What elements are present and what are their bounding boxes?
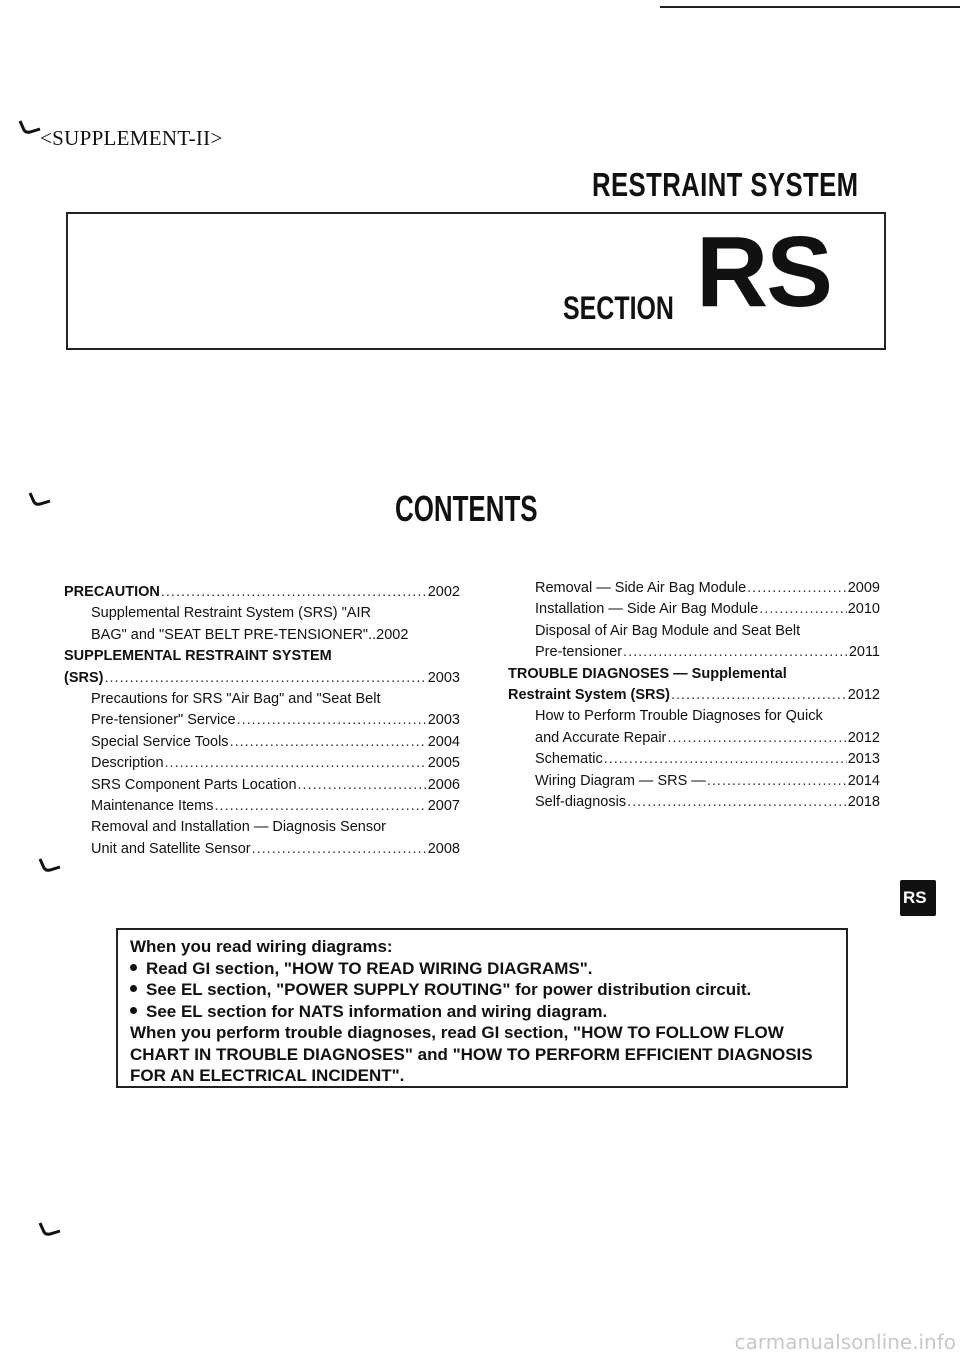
toc-entry[interactable] bbox=[64, 732, 460, 753]
toc-entry[interactable] bbox=[508, 685, 880, 706]
notice-bullet bbox=[130, 958, 834, 980]
section-code: RS bbox=[696, 216, 831, 328]
toc-page-number: 2002 bbox=[376, 626, 409, 643]
toc-page-number: 2011 bbox=[848, 644, 880, 661]
toc-page-number: 2012 bbox=[847, 687, 880, 704]
notice-bullet-text: See EL section for NATS information and wiring diagram. bbox=[146, 1001, 608, 1021]
toc-entry-title: (SRS) bbox=[64, 669, 104, 686]
revision-mark-icon bbox=[38, 1222, 62, 1236]
toc-entry-line: Supplemental Restraint System (SRS) "AIR bbox=[91, 605, 371, 622]
watermark: carmanualsonline.info bbox=[734, 1330, 956, 1354]
toc-leader-dots bbox=[237, 710, 427, 731]
toc-leader-dots bbox=[165, 753, 427, 774]
toc-leader-dots bbox=[671, 685, 847, 706]
toc-leader-dots bbox=[230, 732, 427, 753]
toc-entry-line: TROUBLE DIAGNOSES — Supplemental bbox=[508, 665, 787, 682]
toc-right-column bbox=[508, 578, 880, 813]
notice-line: CHART IN TROUBLE DIAGNOSES" and "HOW TO PERFORM EFFICIENT DIAGNOSIS bbox=[130, 1044, 813, 1064]
toc-entry-title: Removal — Side Air Bag Module bbox=[535, 580, 747, 596]
toc-entry-title: Schematic bbox=[535, 751, 603, 768]
toc-entry[interactable] bbox=[508, 599, 880, 620]
toc-entry-title: BAG" and "SEAT BELT PRE-TENSIONER".. bbox=[91, 626, 377, 643]
toc-entry-title: Special Service Tools bbox=[91, 733, 229, 750]
toc-entry-title: Wiring Diagram — SRS — bbox=[535, 772, 706, 789]
toc-entry-line: Disposal of Air Bag Module and Seat Belt bbox=[535, 622, 801, 639]
toc-page-number: 2003 bbox=[427, 712, 460, 729]
toc-entry-line: SUPPLEMENTAL RESTRAINT SYSTEM bbox=[64, 648, 332, 665]
toc-entry[interactable] bbox=[508, 642, 880, 663]
bullet-icon bbox=[130, 1007, 137, 1014]
revision-mark-icon bbox=[38, 858, 62, 872]
toc-entry-title: PRECAUTION bbox=[64, 584, 160, 600]
toc-entry[interactable] bbox=[64, 582, 460, 603]
system-title: RESTRAINT SYSTEM bbox=[592, 166, 859, 203]
toc-leader-dots bbox=[759, 599, 846, 620]
toc-page-number: 2007 bbox=[427, 798, 460, 815]
section-word: SECTION bbox=[563, 290, 674, 326]
toc-leader-dots bbox=[215, 796, 427, 817]
bullet-icon bbox=[130, 964, 137, 971]
toc-entry[interactable] bbox=[508, 771, 880, 792]
section-tab-label: RS bbox=[903, 888, 927, 907]
toc-page-number: 2008 bbox=[427, 840, 460, 857]
toc-entry-title: Unit and Satellite Sensor bbox=[91, 840, 251, 857]
toc-leader-dots bbox=[298, 775, 427, 796]
toc-page-number: 2002 bbox=[427, 584, 460, 600]
wiring-notice-box bbox=[116, 928, 848, 1088]
toc-page-number: 2003 bbox=[427, 669, 460, 686]
toc-page-number: 2013 bbox=[847, 751, 880, 768]
toc-leader-dots bbox=[252, 839, 427, 860]
toc-page-number: 2014 bbox=[847, 772, 880, 789]
toc-entry-title: Maintenance Items bbox=[91, 798, 214, 815]
toc-page-number: 2018 bbox=[847, 794, 880, 811]
toc-leader-dots bbox=[747, 578, 847, 599]
toc-leader-dots bbox=[161, 582, 427, 603]
toc-entry[interactable] bbox=[64, 668, 460, 689]
top-rule bbox=[660, 6, 960, 8]
toc-page-number: 2004 bbox=[427, 733, 460, 750]
toc-page-number: 2009 bbox=[847, 580, 880, 596]
toc-entry-title: Pre-tensioner bbox=[535, 644, 623, 661]
toc-entry-title: Pre-tensioner" Service bbox=[91, 712, 236, 729]
toc-entry[interactable] bbox=[64, 796, 460, 817]
toc-page-number: 2010 bbox=[847, 601, 880, 618]
toc-leader-dots bbox=[623, 642, 848, 663]
revision-mark-icon bbox=[28, 492, 52, 506]
toc-entry-title: Installation — Side Air Bag Module bbox=[535, 601, 759, 618]
toc-leader-dots bbox=[667, 728, 846, 749]
notice-bullet bbox=[130, 979, 834, 1001]
notice-line: FOR AN ELECTRICAL INCIDENT". bbox=[130, 1066, 405, 1085]
toc-entry-line: Removal and Installation — Diagnosis Sensor bbox=[91, 819, 386, 836]
toc-entry[interactable] bbox=[64, 775, 460, 796]
toc-entry-line: Precautions for SRS "Air Bag" and "Seat Belt bbox=[91, 691, 381, 708]
toc-entry[interactable] bbox=[508, 749, 880, 770]
bullet-icon bbox=[130, 985, 137, 992]
notice-bullet-text: Read GI section, "HOW TO READ WIRING DIAGRAMS". bbox=[146, 958, 593, 978]
contents-title: CONTENTS bbox=[395, 488, 538, 529]
notice-line: When you perform trouble diagnoses, read GI section, "HOW TO FOLLOW FLOW bbox=[130, 1023, 784, 1042]
toc-entry-title: Self-diagnosis bbox=[535, 794, 627, 811]
toc-entry[interactable] bbox=[64, 753, 460, 774]
notice-heading: When you read wiring diagrams: bbox=[130, 937, 393, 956]
toc-left-column bbox=[64, 582, 460, 860]
section-tab[interactable] bbox=[900, 880, 936, 916]
supplement-label: <SUPPLEMENT-II> bbox=[40, 126, 223, 150]
toc-entry-title: Description bbox=[91, 755, 164, 772]
notice-bullet bbox=[130, 1001, 834, 1023]
revision-mark-icon bbox=[18, 120, 42, 134]
toc-leader-dots bbox=[627, 792, 847, 813]
toc-entry[interactable] bbox=[508, 792, 880, 813]
toc-leader-dots bbox=[707, 771, 847, 792]
toc-entry[interactable] bbox=[64, 625, 460, 646]
toc-page-number: 2005 bbox=[427, 755, 460, 772]
toc-leader-dots bbox=[104, 668, 426, 689]
toc-entry-title: SRS Component Parts Location bbox=[91, 776, 297, 793]
toc-entry-line: How to Perform Trouble Diagnoses for Quick bbox=[535, 708, 823, 725]
toc-page-number: 2006 bbox=[427, 776, 460, 793]
toc-leader-dots bbox=[604, 749, 847, 770]
toc-page-number: 2012 bbox=[847, 729, 880, 746]
toc-entry[interactable] bbox=[64, 839, 460, 860]
toc-entry[interactable] bbox=[64, 710, 460, 731]
toc-entry[interactable] bbox=[508, 728, 880, 749]
toc-entry[interactable] bbox=[508, 578, 880, 599]
toc-entry-title: Restraint System (SRS) bbox=[508, 687, 670, 704]
notice-bullet-text: See EL section, "POWER SUPPLY ROUTING" for power distribution circuit. bbox=[146, 980, 752, 999]
toc-entry-title: and Accurate Repair bbox=[535, 729, 667, 746]
